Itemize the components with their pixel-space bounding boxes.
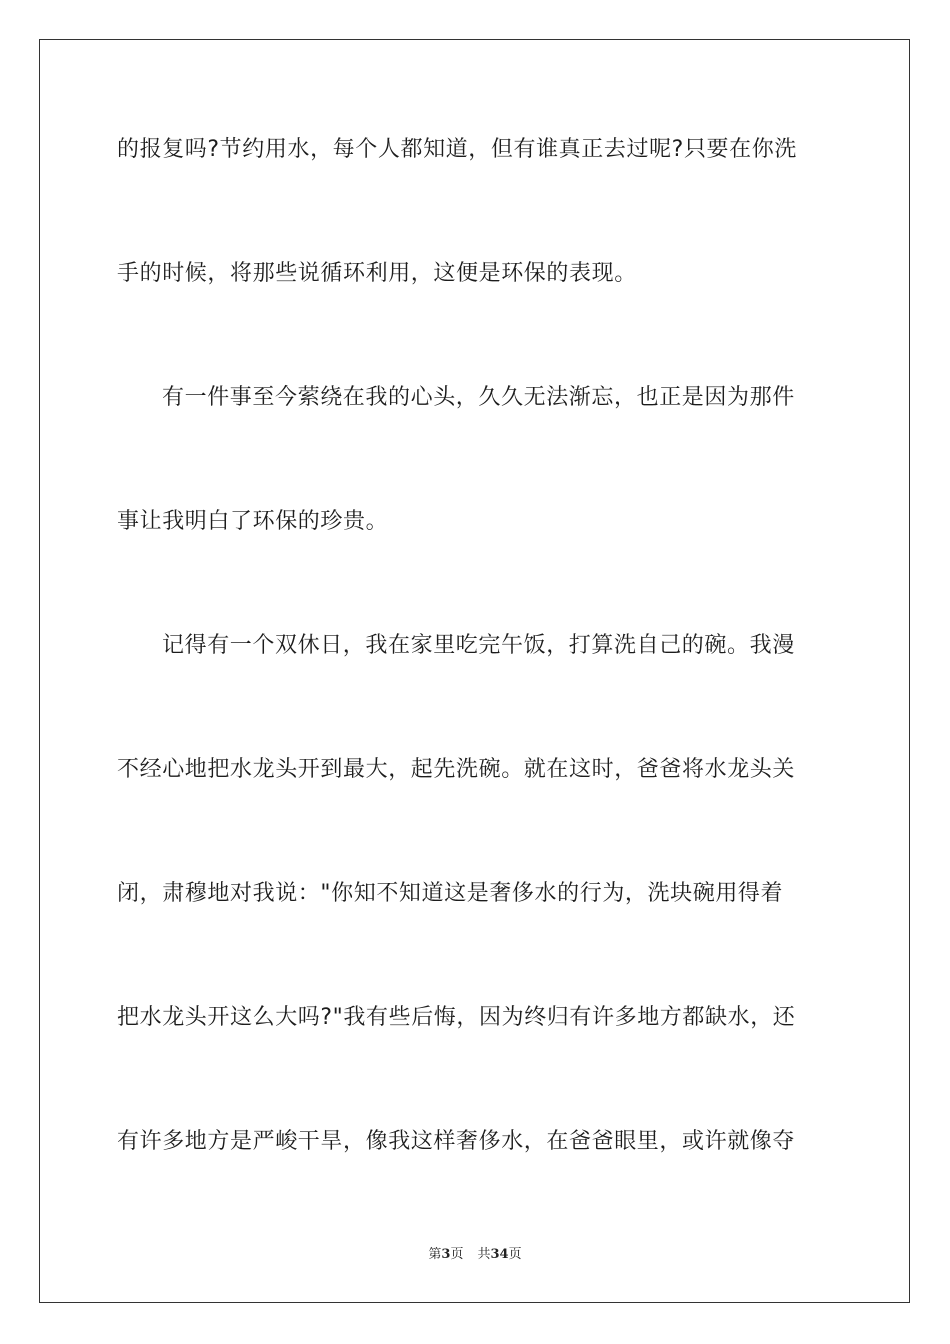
page-prefix: 第 (428, 1247, 442, 1262)
page-footer (0, 1246, 950, 1264)
page-number: 3 (441, 1247, 451, 1262)
text-line-4: 事让我明白了环保的珍贵。 (117, 509, 389, 534)
text-line-7: 闭，肃穆地对我说："你知不知道这是奢侈水的行为，洗块碗用得着 (117, 881, 784, 906)
total-pages: 34 (490, 1247, 509, 1262)
text-line-2: 手的时候，将那些说循环利用，这便是环保的表现。 (117, 261, 637, 286)
text-line-6: 不经心地把水龙头开到最大，起先洗碗。就在这时，爸爸将水龙头关 (117, 757, 796, 782)
text-line-1: 的报复吗?节约用水，每个人都知道，但有谁真正去过呢?只要在你洗 (117, 137, 797, 162)
text-line-5: 记得有一个双休日，我在家里吃完午饭，打算洗自己的碗。我漫 (162, 633, 795, 658)
total-prefix: 共 (477, 1247, 491, 1262)
page-border (39, 39, 910, 1303)
page-suffix: 页 (450, 1247, 464, 1262)
text-line-8: 把水龙头开这么大吗?"我有些后悔，因为终归有许多地方都缺水，还 (117, 1005, 796, 1030)
text-line-3: 有一件事至今萦绕在我的心头，久久无法渐忘，也正是因为那件 (162, 385, 795, 410)
total-suffix: 页 (508, 1247, 522, 1262)
text-line-9: 有许多地方是严峻干旱，像我这样奢侈水，在爸爸眼里，或许就像夺 (117, 1129, 796, 1154)
